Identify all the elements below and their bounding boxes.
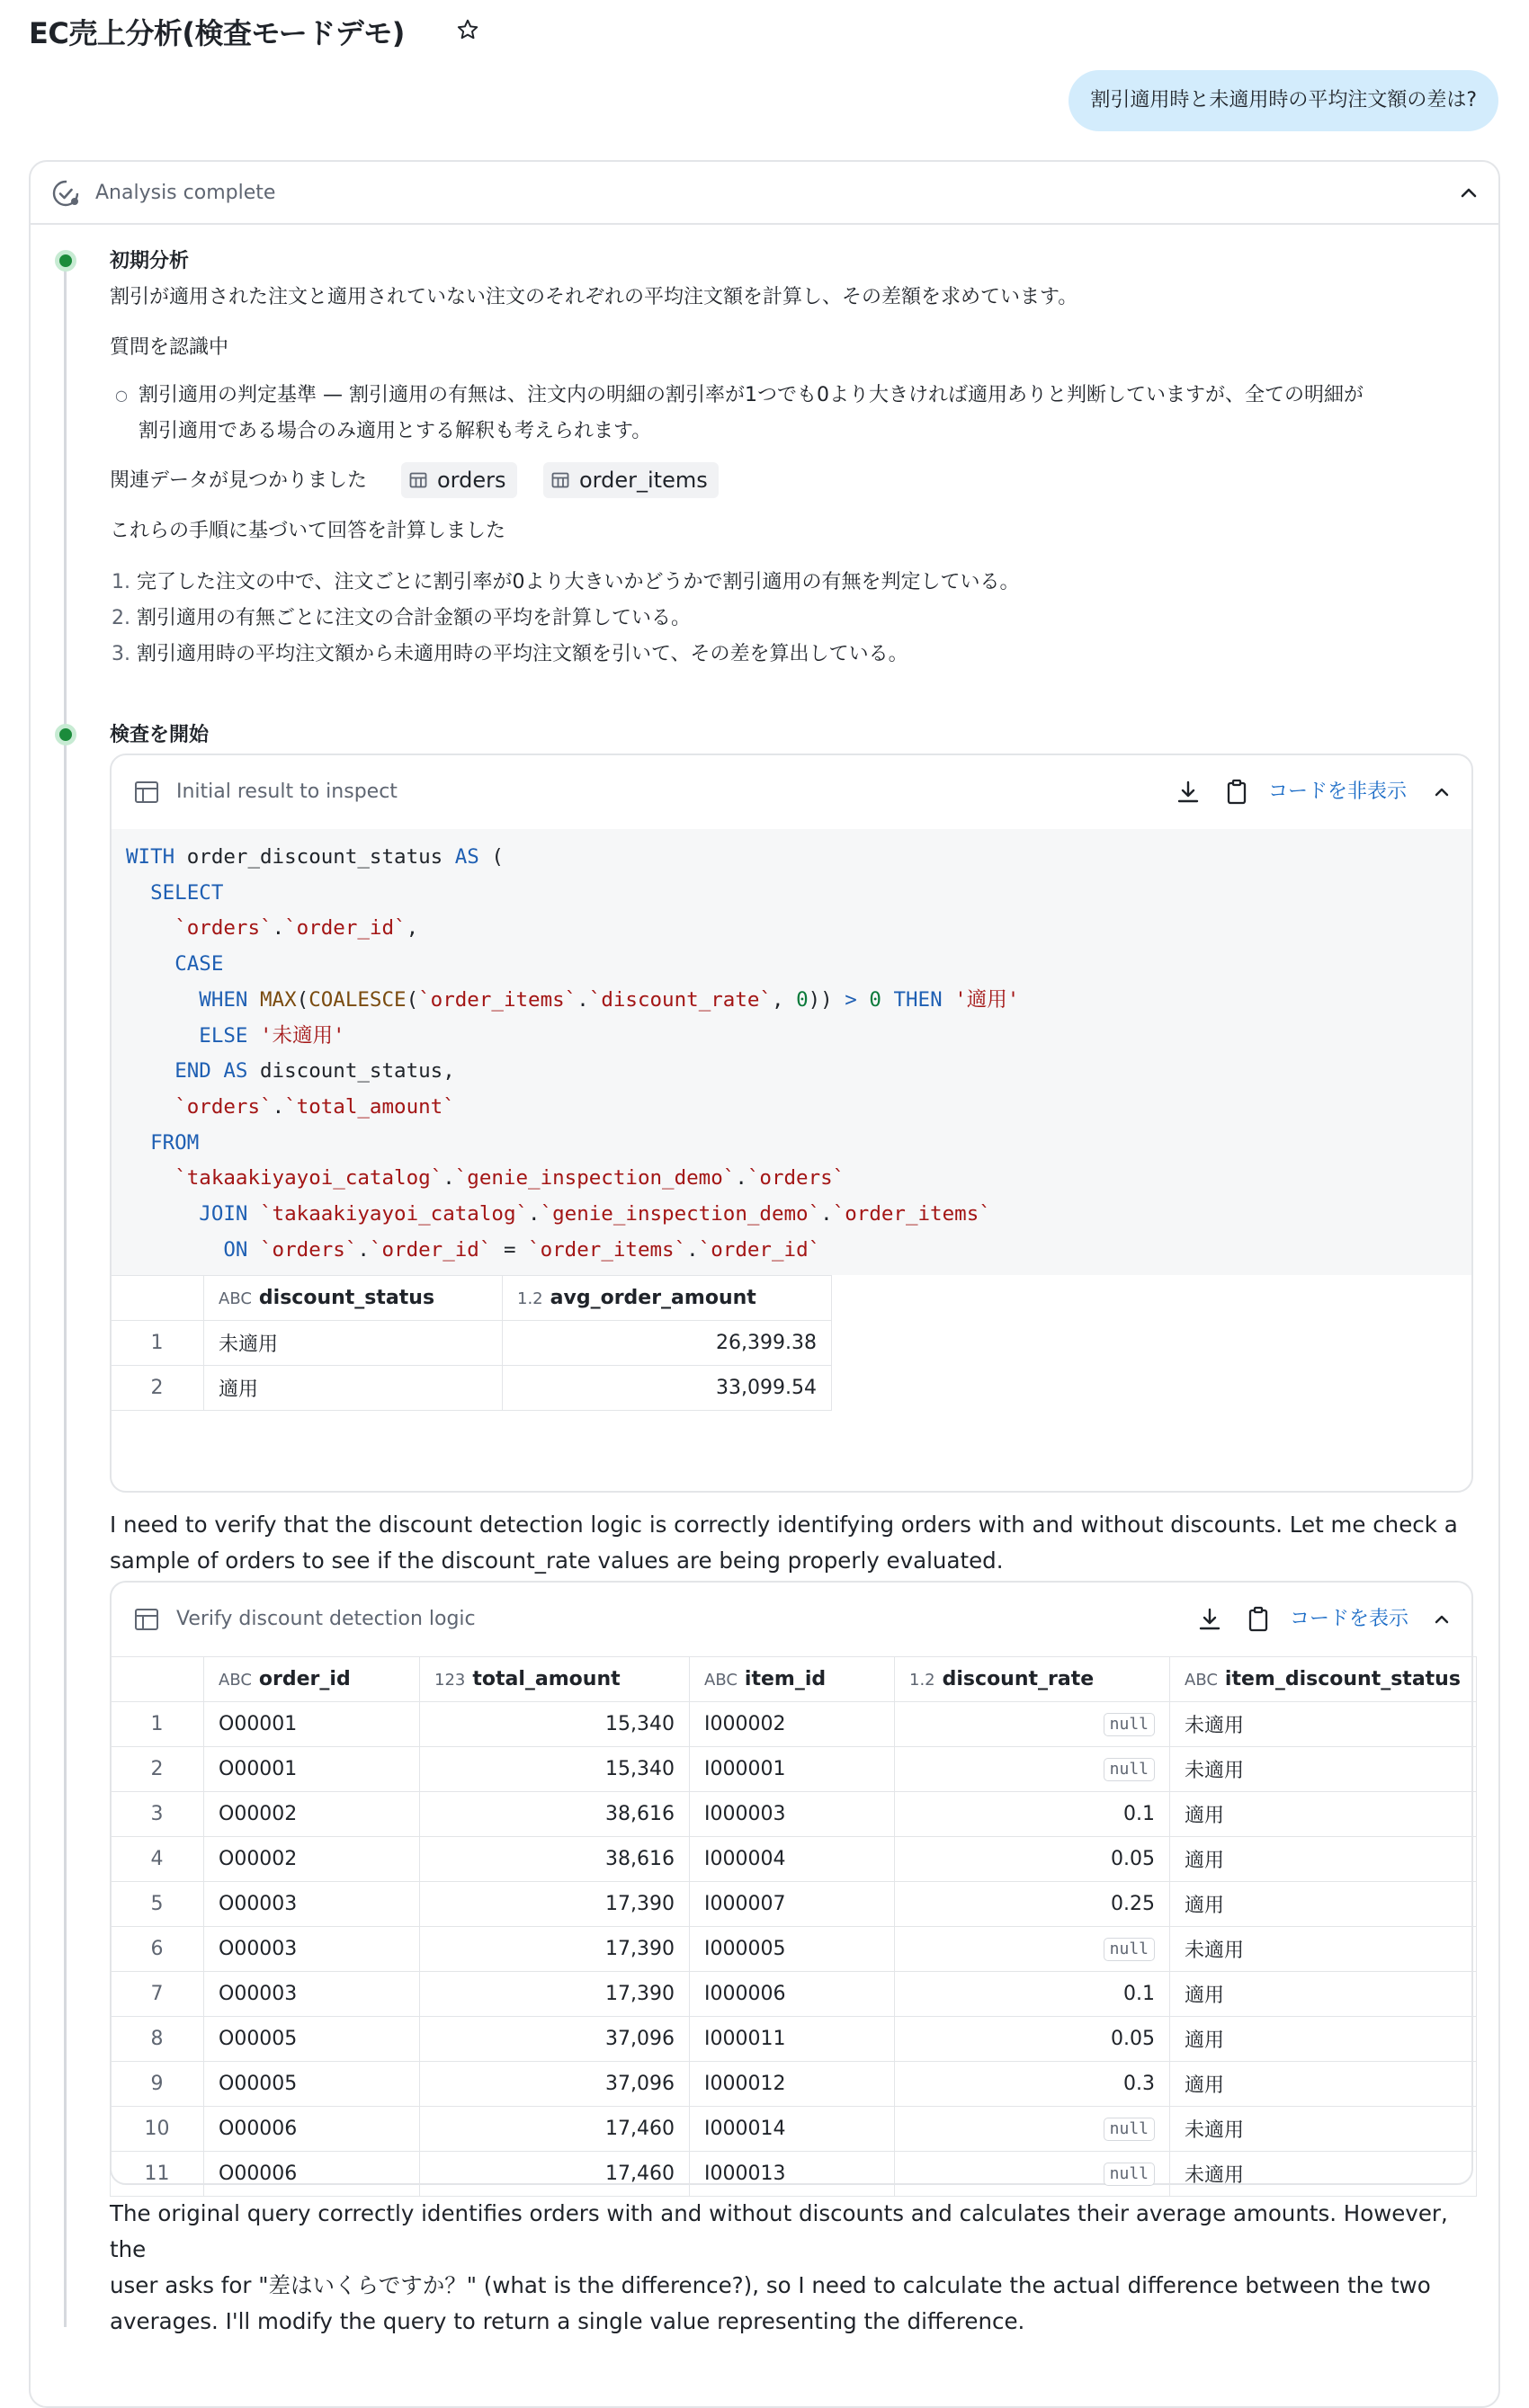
step-title-inspect: 検査を開始 <box>110 724 210 746</box>
table-cell <box>895 2152 1170 2197</box>
null-badge: null <box>1104 1758 1155 1781</box>
found-data-label: 関連データが見つかりました <box>110 469 368 492</box>
card-title: Initial result to inspect <box>176 780 398 803</box>
row-index: 1 <box>111 1702 204 1747</box>
table-cell: I000005 <box>690 1927 895 1972</box>
table-row <box>111 1837 1477 1882</box>
agent-note-verify: I need to verify that the discount detection logic is correctly identifying orders with and without discounts. Let me check a sample of orders to see if the discount_rate values are being properly evaluated. <box>110 1512 1458 1574</box>
row-index: 5 <box>111 1882 204 1927</box>
show-code-button[interactable]: コードを表示 <box>1290 1608 1409 1630</box>
download-icon[interactable] <box>1194 1604 1225 1635</box>
table-icon <box>133 1606 160 1633</box>
table-cell <box>895 1927 1170 1972</box>
hide-code-button[interactable]: コードを非表示 <box>1268 780 1408 803</box>
table-cell: I000002 <box>690 1702 895 1747</box>
table-cell: O00002 <box>204 1837 420 1882</box>
step-summary: 割引が適用された注文と適用されていない注文のそれぞれの平均注文額を計算し、その差額を求めています。 <box>110 286 1078 308</box>
card-header <box>112 1583 1471 1656</box>
table-cell: 未適用 <box>1170 1702 1477 1747</box>
table-cell: 17,390 <box>420 1972 690 2017</box>
table-cell: O00001 <box>204 1702 420 1747</box>
step-item-1: 1. 完了した注文の中で、注文ごとに割引率が0より大きいかどうかで割引適用の有無を判定している。 <box>112 571 1020 593</box>
step-title-initial: 初期分析 <box>110 250 190 272</box>
bullet-line-1: 割引適用の判定基準 — 割引適用の有無は、注文内の明細の割引率が1つでも0より大きければ適用ありと判断していますが、全ての明細が <box>139 384 1364 406</box>
chevron-up-icon[interactable] <box>1430 780 1453 804</box>
table-cell: O00003 <box>204 1927 420 1972</box>
table-cell <box>895 1747 1170 1792</box>
column-header[interactable]: 1.2 discount_rate <box>895 1657 1170 1702</box>
step-dot-inspect <box>55 724 76 745</box>
chip-label: order_items <box>579 468 708 493</box>
null-badge: null <box>1104 1938 1155 1961</box>
verify-result-card <box>110 1581 1473 2185</box>
table-cell: I000006 <box>690 1972 895 2017</box>
table-cell: O00001 <box>204 1747 420 1792</box>
table-cell: 38,616 <box>420 1792 690 1837</box>
column-header[interactable]: ABC item_id <box>690 1657 895 1702</box>
table-cell: 0.3 <box>895 2062 1170 2107</box>
table-row <box>111 2062 1477 2107</box>
table-row <box>111 1747 1477 1792</box>
table-row: 2 適用 33,099.54 <box>111 1366 832 1411</box>
table-cell: 未適用 <box>1170 2107 1477 2152</box>
column-header[interactable]: 123 total_amount <box>420 1657 690 1702</box>
table-cell: O00006 <box>204 2107 420 2152</box>
table-cell: 0.25 <box>895 1882 1170 1927</box>
row-index: 6 <box>111 1927 204 1972</box>
sql-code-block[interactable]: WITH order_discount_status AS ( SELECT `orders`.`order_id`, CASE WHEN MAX(COALESCE(`order_items`.`discount_rate`, 0)) > 0 THEN '適用' ELSE '未適用' END AS discount_status, `orders`.`total_amount` FROM `takaakiyayoi_catalog`.`genie_inspection_demo`.`orders` JOIN `takaakiyayoi_catalog`.`genie_inspection_demo`.`order_items` ON `orders`.`order_id` = `order_items`.`order_id` <box>112 829 1471 1275</box>
table-icon <box>550 470 570 490</box>
chevron-up-icon[interactable] <box>1430 1608 1453 1631</box>
table-cell: 0.1 <box>895 1792 1170 1837</box>
star-icon[interactable] <box>452 14 483 45</box>
row-index: 3 <box>111 1792 204 1837</box>
table-cell: 0.1 <box>895 1972 1170 2017</box>
table-cell: I000013 <box>690 2152 895 2197</box>
analysis-status: Analysis complete <box>95 182 276 204</box>
table-cell: 17,390 <box>420 1882 690 1927</box>
verify-result-table <box>110 1656 1477 2197</box>
table-cell: 17,390 <box>420 1927 690 1972</box>
verify-table-scroll[interactable] <box>112 1656 1471 2187</box>
table-cell: O00006 <box>204 2152 420 2197</box>
table-row <box>111 1882 1477 1927</box>
table-cell: 17,460 <box>420 2152 690 2197</box>
recognizing-label: 質問を認識中 <box>110 336 229 359</box>
table-cell: 15,340 <box>420 1702 690 1747</box>
table-cell: 適用 <box>1170 2062 1477 2107</box>
page-title: EC売上分析(検査モードデモ) <box>29 16 405 50</box>
table-cell: I000004 <box>690 1837 895 1882</box>
table-cell: 未適用 <box>1170 2152 1477 2197</box>
table-cell: O00003 <box>204 1972 420 2017</box>
table-cell <box>895 2107 1170 2152</box>
row-index: 11 <box>111 2152 204 2197</box>
table-cell <box>895 1702 1170 1747</box>
column-header[interactable]: ABC order_id <box>204 1657 420 1702</box>
table-cell: 適用 <box>1170 1792 1477 1837</box>
analysis-complete-icon <box>50 178 81 209</box>
card-title: Verify discount detection logic <box>176 1608 476 1630</box>
initial-result-table <box>110 1275 832 1411</box>
agent-note-difference: The original query correctly identifies orders with and without discounts and calculates their average amounts. However, the user asks for "差はいくらですか？" (what is the difference?), so I need to calculate the actual difference between the two averages. I'll modify the query to return a single value representing the difference. <box>110 2200 1448 2334</box>
table-cell: O00003 <box>204 1882 420 1927</box>
card-header <box>112 755 1471 829</box>
table-cell: 15,340 <box>420 1747 690 1792</box>
row-index: 2 <box>111 1747 204 1792</box>
table-chip-orders[interactable] <box>401 462 517 498</box>
table-cell: I000011 <box>690 2017 895 2062</box>
table-cell: I000001 <box>690 1747 895 1792</box>
null-badge: null <box>1104 2163 1155 2186</box>
table-cell: 38,616 <box>420 1837 690 1882</box>
clipboard-icon[interactable] <box>1243 1604 1274 1635</box>
row-index: 4 <box>111 1837 204 1882</box>
row-index: 7 <box>111 1972 204 2017</box>
table-cell: O00002 <box>204 1792 420 1837</box>
step-item-2: 2. 割引適用の有無ごとに注文の合計金額の平均を計算している。 <box>112 607 692 629</box>
table-cell: 未適用 <box>1170 1747 1477 1792</box>
table-cell: I000007 <box>690 1882 895 1927</box>
initial-result-card <box>110 754 1473 1493</box>
step-dot-initial <box>55 250 76 272</box>
table-icon <box>133 779 160 806</box>
null-badge: null <box>1104 1713 1155 1736</box>
column-header[interactable]: ABC discount_status <box>204 1276 503 1321</box>
table-chip-order-items[interactable] <box>543 462 719 498</box>
row-index: 8 <box>111 2017 204 2062</box>
table-cell: 0.05 <box>895 1837 1170 1882</box>
table-cell: 0.05 <box>895 2017 1170 2062</box>
row-index: 10 <box>111 2107 204 2152</box>
table-row <box>111 1927 1477 1972</box>
bullet-mark: ○ <box>115 387 128 404</box>
row-index: 9 <box>111 2062 204 2107</box>
null-badge: null <box>1104 2118 1155 2141</box>
table-row <box>111 2152 1477 2197</box>
bullet-line-2: 割引適用である場合のみ適用とする解釈も考えられます。 <box>139 420 652 442</box>
table-cell: 未適用 <box>1170 1927 1477 1972</box>
table-cell: 適用 <box>1170 2017 1477 2062</box>
table-cell: 適用 <box>1170 1837 1477 1882</box>
analysis-header[interactable] <box>31 162 1498 223</box>
table-cell: 17,460 <box>420 2107 690 2152</box>
table-cell: I000012 <box>690 2062 895 2107</box>
timeline-line <box>64 259 67 2327</box>
row-index-header <box>111 1657 204 1702</box>
column-header[interactable]: ABC item_discount_status <box>1170 1657 1477 1702</box>
table-row <box>111 1972 1477 2017</box>
table-icon <box>408 470 428 490</box>
table-cell: I000014 <box>690 2107 895 2152</box>
table-cell: O00005 <box>204 2062 420 2107</box>
table-row <box>111 1792 1477 1837</box>
table-cell: 37,096 <box>420 2017 690 2062</box>
table-cell: I000003 <box>690 1792 895 1837</box>
column-header[interactable]: 1.2 avg_order_amount <box>503 1276 832 1321</box>
step-item-3: 3. 割引適用時の平均注文額から未適用時の平均注文額を引いて、その差を算出している。 <box>112 643 908 665</box>
table-row <box>111 2107 1477 2152</box>
download-icon[interactable] <box>1173 777 1203 807</box>
table-cell: 37,096 <box>420 2062 690 2107</box>
user-message-bubble: 割引適用時と未適用時の平均注文額の差は? <box>1069 70 1498 131</box>
table-cell: O00005 <box>204 2017 420 2062</box>
table-row <box>111 2017 1477 2062</box>
table-row <box>111 1702 1477 1747</box>
table-cell: 適用 <box>1170 1882 1477 1927</box>
divider <box>31 223 1498 225</box>
table-cell: 適用 <box>1170 1972 1477 2017</box>
row-index-header <box>111 1276 204 1321</box>
table-row: 1 未適用 26,399.38 <box>111 1321 832 1366</box>
chip-label: orders <box>437 468 506 493</box>
criteria-bullet <box>115 378 1464 450</box>
steps-label: これらの手順に基づいて回答を計算しました <box>110 520 506 542</box>
chevron-up-icon[interactable] <box>1455 180 1482 207</box>
clipboard-icon[interactable] <box>1221 777 1252 807</box>
